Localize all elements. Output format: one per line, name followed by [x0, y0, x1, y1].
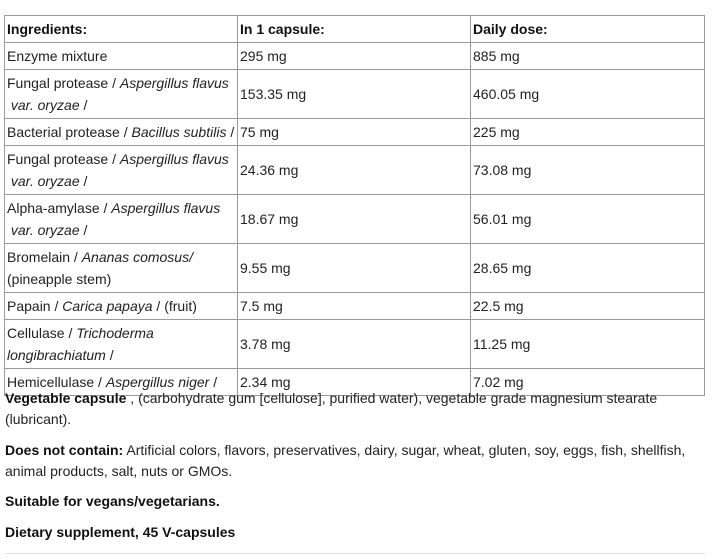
ingredient-source: Aspergillus flavus — [111, 200, 221, 216]
divider — [5, 553, 705, 554]
table-row — [5, 293, 705, 320]
ingredient-name: Enzyme mixture — [7, 48, 108, 64]
table-row — [5, 119, 705, 146]
per-capsule-cell: 7.5 mg — [238, 293, 471, 320]
table-header-row — [5, 16, 705, 43]
ingredient-name: Papain — [7, 298, 51, 314]
ingredient-name-cell: Fungal protease / Aspergillus flavus var. oryzae / — [5, 146, 238, 195]
not-contain-text: Artificial colors, flavors, preservatives, dairy, sugar, wheat, gluten, soy, eggs, fish, shellfish, animal products, salt, nuts or GMOs. — [5, 442, 686, 479]
per-capsule-cell: 295 mg — [238, 43, 471, 70]
ingredient-variety: var. oryzae — [10, 97, 80, 113]
ingredient-name-cell — [5, 43, 238, 70]
ingredient-name: Hemicellulase — [7, 374, 95, 390]
per-capsule-cell: 9.55 mg — [238, 244, 471, 293]
daily-dose-cell: 225 mg — [471, 119, 705, 146]
ingredient-source: Trichoderma — [76, 325, 154, 341]
ingredient-variety: var. oryzae — [10, 222, 80, 238]
ingredient-name-cell: Bromelain / Ananas comosus/ (pineapple stem) — [5, 244, 238, 293]
table-row — [5, 244, 705, 293]
daily-dose-cell: 22.5 mg — [471, 293, 705, 320]
vegan-note — [5, 491, 705, 512]
ingredient-source: Aspergillus flavus — [119, 151, 229, 167]
table-row — [5, 146, 705, 195]
daily-dose-cell: 460.05 mg — [471, 70, 705, 119]
not-contain-note — [5, 440, 705, 482]
daily-dose-cell: 56.01 mg — [471, 195, 705, 244]
per-capsule-cell: 3.78 mg — [238, 320, 471, 369]
ingredients-table — [4, 15, 705, 396]
daily-dose-cell: 885 mg — [471, 43, 705, 70]
daily-dose-cell: 7.02 mg — [471, 369, 705, 396]
ingredient-name-cell: Alpha-amylase / Aspergillus flavus var. oryzae / — [5, 195, 238, 244]
ingredient-variety: longibrachiatum — [7, 347, 106, 363]
table-row — [5, 43, 705, 70]
ingredient-source: Carica papaya — [62, 298, 153, 314]
capsule-note — [5, 388, 705, 430]
per-capsule-cell: 24.36 mg — [238, 146, 471, 195]
per-capsule-cell: 18.67 mg — [238, 195, 471, 244]
table-row — [5, 195, 705, 244]
ingredient-name: Alpha-amylase — [7, 200, 100, 216]
ingredient-name: Cellulase — [7, 325, 65, 341]
ingredient-note: (pineapple stem) — [7, 271, 112, 287]
header-ingredients: Ingredients: — [5, 16, 238, 43]
capsule-label: Vegetable capsule — [5, 390, 127, 406]
ingredient-name-cell: Papain / Carica papaya / (fruit) — [5, 293, 238, 320]
daily-dose-cell: 28.65 mg — [471, 244, 705, 293]
ingredient-name: Bacterial protease — [7, 124, 120, 140]
ingredient-name: Fungal protease — [7, 151, 109, 167]
vegan-label: Suitable for vegans/vegetarians. — [5, 493, 220, 509]
not-contain-label: Does not contain: — [5, 442, 124, 458]
per-capsule-cell: 153.35 mg — [238, 70, 471, 119]
supplement-note — [5, 522, 705, 543]
ingredient-name-cell: Hemicellulase / Aspergillus niger / — [5, 369, 238, 396]
ingredient-source: Aspergillus niger — [105, 374, 210, 390]
ingredient-variety: var. oryzae — [10, 173, 80, 189]
ingredient-name-cell: Cellulase / Trichoderma longibrachiatum / — [5, 320, 238, 369]
ingredient-name: Bromelain — [7, 249, 71, 265]
ingredient-source: Bacillus subtilis — [131, 124, 227, 140]
table-row — [5, 320, 705, 369]
supplement-label: Dietary supplement, 45 V-capsules — [5, 524, 236, 540]
per-capsule-cell: 75 mg — [238, 119, 471, 146]
per-capsule-cell: 2.34 mg — [238, 369, 471, 396]
table-row — [5, 70, 705, 119]
ingredient-name: Fungal protease — [7, 75, 109, 91]
ingredient-name-cell: Fungal protease / Aspergillus flavus var. oryzae / — [5, 70, 238, 119]
header-per-capsule: In 1 capsule: — [238, 16, 471, 43]
product-notes — [5, 388, 705, 553]
capsule-text: , (carbohydrate gum [cellulose], purified water), vegetable grade magnesium stearate (lubricant). — [5, 390, 658, 427]
daily-dose-cell: 11.25 mg — [471, 320, 705, 369]
ingredient-note: (fruit) — [164, 298, 197, 314]
daily-dose-cell: 73.08 mg — [471, 146, 705, 195]
ingredient-name-cell: Bacterial protease / Bacillus subtilis / — [5, 119, 238, 146]
ingredient-source: Aspergillus flavus — [119, 75, 229, 91]
header-daily-dose: Daily dose: — [471, 16, 705, 43]
ingredient-source: Ananas comosus/ — [81, 249, 193, 265]
